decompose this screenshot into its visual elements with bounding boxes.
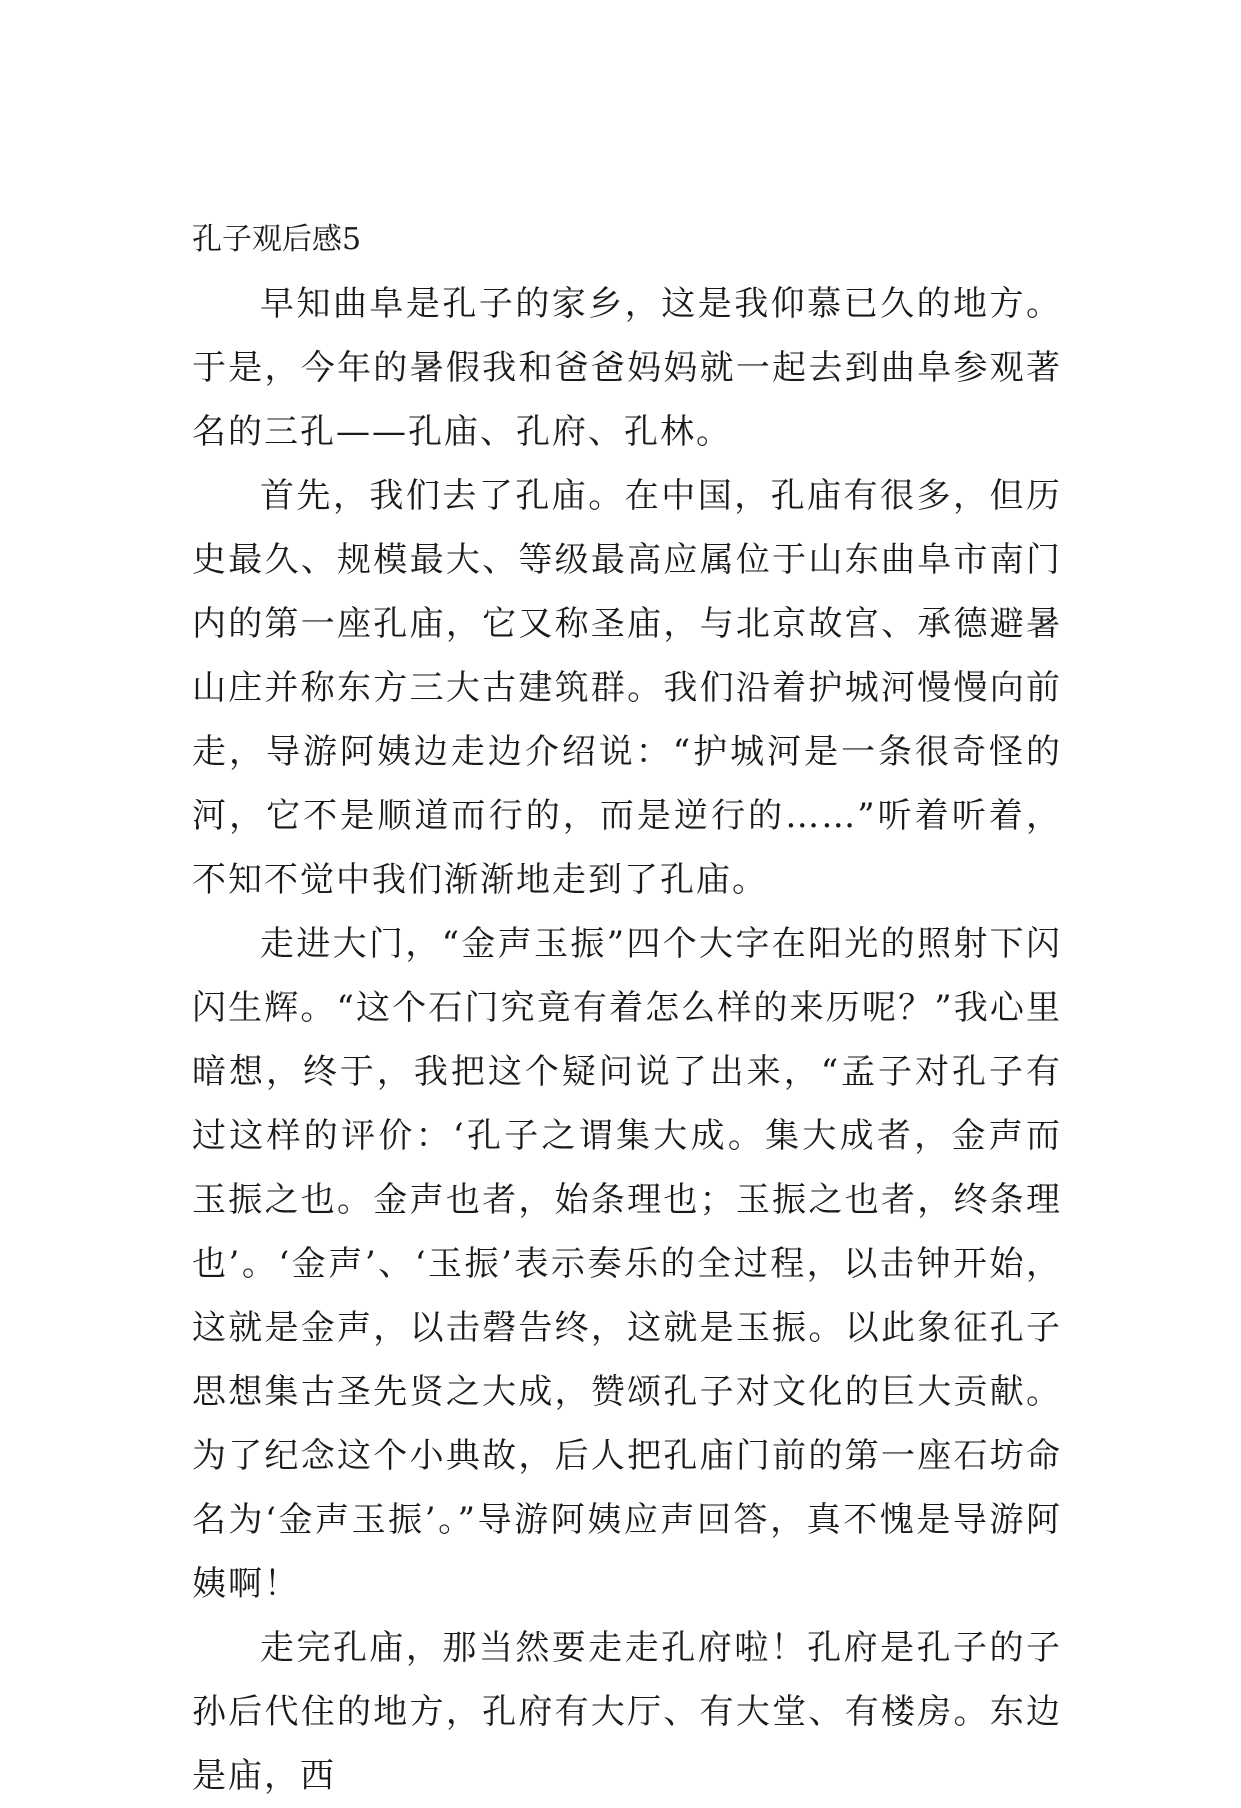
paragraph-confucius-temple: 首先，我们去了孔庙。在中国，孔庙有很多，但历史最久、规模最大、等级最高应属位于山东曲阜市南门内的第一座孔庙，它又称圣庙，与北京故宫、承德避暑山庄并称东方三大古建筑群。我们沿着护城河慢慢向前走，导游阿姨边走边介绍说：“护城河是一条很奇怪的河，它不是顺道而行的，而是逆行的……”听着听着，不知不觉中我们渐渐地走到了孔庙。 <box>192 476 1062 900</box>
document-title: 孔子观后感5 <box>192 222 362 257</box>
paragraph-jinsheng-yuzhen: 走进大门，“金声玉振”四个大字在阳光的照射下闪闪生辉。“这个石门究竟有着怎么样的来历呢？”我心里暗想，终于，我把这个疑问说了出来，“孟子对孔子有过这样的评价：‘孔子之谓集大成。集大成者，金声而玉振之也。金声也者，始条理也；玉振之也者，终条理也’。‘金声’、‘玉振’表示奏乐的全过程，以击钟开始，这就是金声，以击磬告终，这就是玉振。以此象征孔子思想集古圣先贤之大成，赞颂孔子对文化的巨大贡献。为了纪念这个小典故，后人把孔庙门前的第一座石坊命名为‘金声玉振’。”导游阿姨应声回答，真不愧是导游阿姨啊！ <box>192 924 1062 1604</box>
document-page <box>192 208 1062 1808</box>
paragraph-confucius-mansion: 走完孔庙，那当然要走走孔府啦！孔府是孔子的子孙后代住的地方，孔府有大厅、有大堂、有楼房。东边是庙，西 <box>192 1628 1062 1796</box>
paragraph-intro: 早知曲阜是孔子的家乡，这是我仰慕已久的地方。于是，今年的暑假我和爸爸妈妈就一起去到曲阜参观著名的三孔——孔庙、孔府、孔林。 <box>192 284 1062 452</box>
